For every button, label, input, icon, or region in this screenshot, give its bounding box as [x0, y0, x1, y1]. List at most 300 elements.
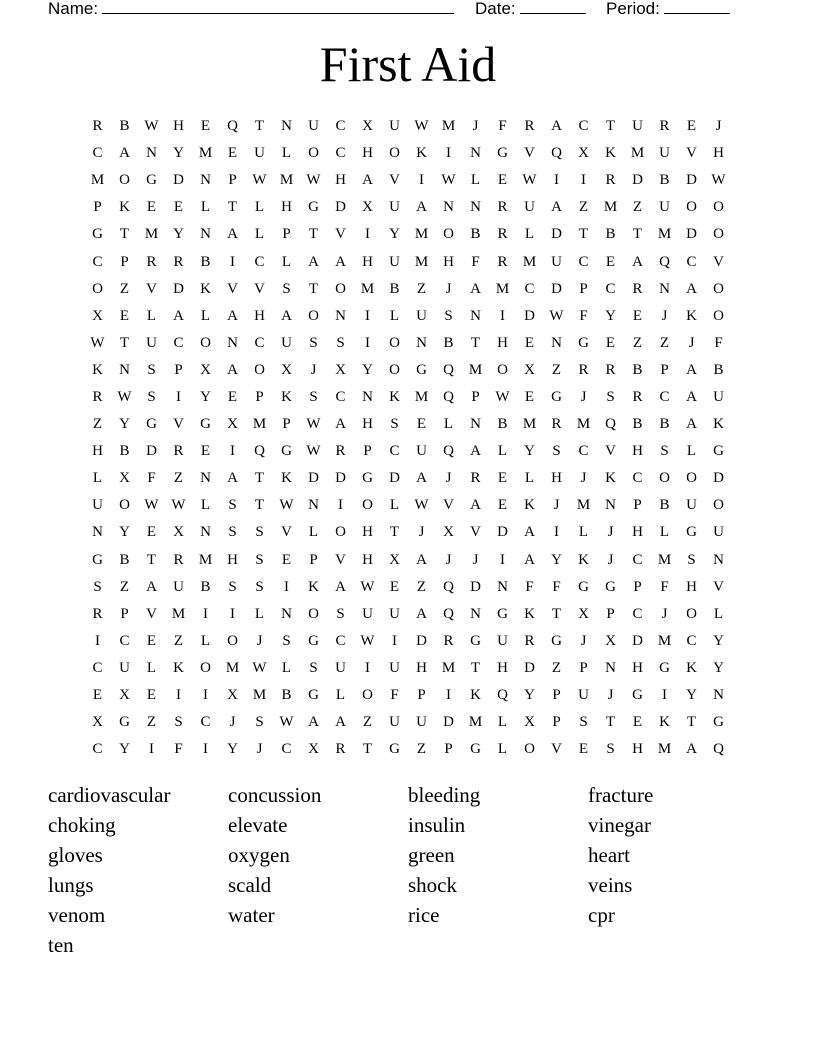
- grid-letter[interactable]: I: [392, 632, 397, 649]
- grid-letter[interactable]: I: [338, 497, 343, 514]
- grid-letter[interactable]: N: [200, 172, 211, 189]
- grid-letter[interactable]: C: [335, 388, 346, 405]
- grid-letter[interactable]: Q: [443, 443, 454, 460]
- grid-letter[interactable]: K: [92, 361, 103, 378]
- grid-letter[interactable]: A: [308, 253, 319, 270]
- grid-letter[interactable]: O: [713, 497, 724, 514]
- grid-letter[interactable]: I: [230, 605, 235, 622]
- grid-letter[interactable]: U: [416, 443, 427, 460]
- grid-letter[interactable]: Y: [551, 551, 562, 568]
- grid-letter[interactable]: C: [200, 714, 211, 731]
- grid-letter[interactable]: B: [632, 416, 643, 433]
- grid-letter[interactable]: E: [578, 741, 589, 758]
- grid-letter[interactable]: M: [144, 226, 159, 243]
- grid-letter[interactable]: O: [524, 741, 535, 758]
- grid-letter[interactable]: W: [279, 714, 294, 731]
- grid-letter[interactable]: C: [92, 659, 103, 676]
- grid-letter[interactable]: G: [659, 659, 670, 676]
- grid-letter[interactable]: P: [93, 199, 102, 216]
- grid-letter[interactable]: M: [441, 659, 456, 676]
- grid-letter[interactable]: C: [119, 632, 130, 649]
- grid-letter[interactable]: I: [419, 172, 424, 189]
- grid-letter[interactable]: D: [686, 226, 697, 243]
- grid-letter[interactable]: L: [524, 470, 535, 487]
- grid-letter[interactable]: K: [686, 659, 697, 676]
- grid-letter[interactable]: R: [443, 632, 454, 649]
- grid-letter[interactable]: D: [524, 659, 535, 676]
- grid-letter[interactable]: U: [524, 199, 535, 216]
- grid-letter[interactable]: U: [632, 118, 643, 135]
- grid-letter[interactable]: T: [470, 334, 481, 351]
- grid-letter[interactable]: U: [659, 145, 670, 162]
- grid-letter[interactable]: S: [336, 334, 345, 351]
- grid-letter[interactable]: R: [92, 388, 103, 405]
- grid-letter[interactable]: D: [497, 524, 508, 541]
- grid-letter[interactable]: N: [92, 524, 103, 541]
- grid-letter[interactable]: L: [308, 524, 319, 541]
- grid-letter[interactable]: Y: [686, 687, 697, 704]
- grid-letter[interactable]: L: [281, 145, 292, 162]
- grid-letter[interactable]: M: [630, 145, 645, 162]
- grid-letter[interactable]: J: [607, 687, 614, 704]
- grid-letter[interactable]: U: [92, 497, 103, 514]
- grid-letter[interactable]: L: [497, 714, 508, 731]
- grid-letter[interactable]: T: [632, 226, 643, 243]
- grid-letter[interactable]: Q: [551, 145, 562, 162]
- grid-letter[interactable]: W: [495, 388, 510, 405]
- grid-letter[interactable]: P: [606, 605, 615, 622]
- grid-letter[interactable]: N: [470, 307, 481, 324]
- grid-letter[interactable]: J: [445, 470, 452, 487]
- grid-letter[interactable]: C: [92, 145, 103, 162]
- grid-letter[interactable]: B: [200, 253, 211, 270]
- grid-letter[interactable]: O: [362, 497, 373, 514]
- grid-letter[interactable]: D: [443, 714, 454, 731]
- grid-letter[interactable]: Q: [443, 361, 454, 378]
- grid-letter[interactable]: F: [525, 578, 534, 595]
- grid-letter[interactable]: P: [660, 361, 669, 378]
- grid-letter[interactable]: A: [686, 388, 697, 405]
- grid-letter[interactable]: V: [281, 524, 292, 541]
- grid-letter[interactable]: Y: [389, 226, 400, 243]
- grid-letter[interactable]: J: [472, 551, 479, 568]
- grid-letter[interactable]: J: [310, 361, 317, 378]
- grid-letter[interactable]: D: [686, 172, 697, 189]
- grid-letter[interactable]: D: [470, 578, 481, 595]
- grid-letter[interactable]: J: [445, 280, 452, 297]
- grid-letter[interactable]: U: [362, 605, 373, 622]
- grid-letter[interactable]: J: [418, 524, 425, 541]
- grid-letter[interactable]: H: [173, 118, 184, 135]
- grid-letter[interactable]: S: [147, 388, 156, 405]
- grid-letter[interactable]: W: [522, 172, 537, 189]
- grid-letter[interactable]: L: [659, 524, 670, 541]
- grid-letter[interactable]: F: [390, 687, 399, 704]
- grid-letter[interactable]: O: [335, 280, 346, 297]
- grid-letter[interactable]: S: [174, 714, 183, 731]
- grid-letter[interactable]: U: [389, 253, 400, 270]
- grid-letter[interactable]: J: [661, 307, 668, 324]
- grid-letter[interactable]: R: [578, 361, 589, 378]
- grid-letter[interactable]: G: [362, 470, 373, 487]
- grid-letter[interactable]: E: [146, 632, 157, 649]
- grid-letter[interactable]: L: [686, 443, 697, 460]
- grid-letter[interactable]: V: [335, 551, 346, 568]
- grid-letter[interactable]: R: [524, 632, 535, 649]
- grid-letter[interactable]: Y: [713, 659, 724, 676]
- grid-letter[interactable]: U: [389, 605, 400, 622]
- grid-letter[interactable]: W: [90, 334, 105, 351]
- grid-letter[interactable]: V: [524, 145, 535, 162]
- grid-letter[interactable]: E: [389, 578, 400, 595]
- grid-letter[interactable]: I: [554, 524, 559, 541]
- grid-letter[interactable]: F: [579, 307, 588, 324]
- grid-letter[interactable]: L: [254, 226, 265, 243]
- grid-letter[interactable]: I: [581, 172, 586, 189]
- grid-letter[interactable]: J: [553, 497, 560, 514]
- grid-letter[interactable]: R: [497, 199, 508, 216]
- grid-letter[interactable]: U: [713, 388, 724, 405]
- grid-letter[interactable]: T: [254, 497, 265, 514]
- grid-letter[interactable]: Q: [443, 605, 454, 622]
- grid-letter[interactable]: X: [92, 307, 103, 324]
- grid-letter[interactable]: Z: [173, 632, 184, 649]
- grid-letter[interactable]: P: [309, 551, 318, 568]
- grid-letter[interactable]: R: [173, 443, 184, 460]
- grid-letter[interactable]: H: [362, 145, 373, 162]
- grid-letter[interactable]: E: [146, 687, 157, 704]
- grid-letter[interactable]: A: [227, 226, 238, 243]
- grid-letter[interactable]: Z: [416, 280, 427, 297]
- grid-letter[interactable]: K: [524, 605, 535, 622]
- grid-letter[interactable]: E: [497, 497, 508, 514]
- grid-letter[interactable]: X: [173, 524, 184, 541]
- grid-letter[interactable]: H: [497, 334, 508, 351]
- grid-letter[interactable]: Z: [146, 714, 157, 731]
- grid-letter[interactable]: S: [228, 578, 237, 595]
- grid-letter[interactable]: M: [252, 687, 267, 704]
- grid-letter[interactable]: U: [659, 199, 670, 216]
- grid-letter[interactable]: I: [230, 253, 235, 270]
- grid-letter[interactable]: F: [498, 118, 507, 135]
- grid-letter[interactable]: L: [200, 497, 211, 514]
- grid-letter[interactable]: N: [470, 199, 481, 216]
- grid-letter[interactable]: Z: [632, 199, 643, 216]
- grid-letter[interactable]: O: [254, 361, 265, 378]
- grid-letter[interactable]: X: [227, 687, 238, 704]
- grid-letter[interactable]: S: [282, 632, 291, 649]
- grid-letter[interactable]: W: [711, 172, 726, 189]
- grid-letter[interactable]: A: [416, 470, 427, 487]
- grid-letter[interactable]: H: [335, 172, 346, 189]
- grid-letter[interactable]: R: [605, 172, 616, 189]
- grid-letter[interactable]: J: [472, 118, 479, 135]
- grid-letter[interactable]: C: [92, 253, 103, 270]
- grid-letter[interactable]: Z: [119, 280, 130, 297]
- grid-letter[interactable]: Y: [362, 361, 373, 378]
- grid-letter[interactable]: I: [176, 687, 181, 704]
- grid-letter[interactable]: G: [389, 741, 400, 758]
- date-blank-line[interactable]: [520, 0, 586, 14]
- grid-letter[interactable]: W: [306, 416, 321, 433]
- grid-letter[interactable]: G: [119, 714, 130, 731]
- grid-letter[interactable]: C: [524, 280, 535, 297]
- grid-letter[interactable]: S: [147, 361, 156, 378]
- grid-letter[interactable]: M: [171, 605, 186, 622]
- grid-letter[interactable]: M: [576, 497, 591, 514]
- grid-letter[interactable]: W: [144, 118, 159, 135]
- grid-letter[interactable]: X: [578, 145, 589, 162]
- grid-letter[interactable]: W: [279, 497, 294, 514]
- grid-letter[interactable]: N: [605, 497, 616, 514]
- grid-letter[interactable]: B: [659, 497, 670, 514]
- grid-letter[interactable]: B: [713, 361, 724, 378]
- grid-letter[interactable]: I: [662, 687, 667, 704]
- grid-letter[interactable]: S: [255, 551, 264, 568]
- grid-letter[interactable]: X: [119, 470, 130, 487]
- grid-letter[interactable]: N: [470, 416, 481, 433]
- grid-letter[interactable]: E: [173, 199, 184, 216]
- grid-letter[interactable]: S: [579, 714, 588, 731]
- grid-letter[interactable]: U: [173, 578, 184, 595]
- grid-letter[interactable]: I: [446, 145, 451, 162]
- grid-letter[interactable]: O: [200, 334, 211, 351]
- grid-letter[interactable]: R: [605, 361, 616, 378]
- grid-letter[interactable]: J: [580, 388, 587, 405]
- grid-letter[interactable]: V: [335, 226, 346, 243]
- grid-letter[interactable]: C: [659, 388, 670, 405]
- grid-letter[interactable]: V: [605, 443, 616, 460]
- grid-letter[interactable]: C: [578, 118, 589, 135]
- grid-letter[interactable]: U: [416, 714, 427, 731]
- grid-letter[interactable]: D: [173, 280, 184, 297]
- grid-letter[interactable]: K: [578, 551, 589, 568]
- grid-letter[interactable]: I: [500, 551, 505, 568]
- grid-letter[interactable]: D: [713, 470, 724, 487]
- grid-letter[interactable]: W: [414, 497, 429, 514]
- grid-letter[interactable]: O: [92, 280, 103, 297]
- grid-letter[interactable]: V: [713, 253, 724, 270]
- grid-letter[interactable]: A: [416, 605, 427, 622]
- grid-letter[interactable]: L: [92, 470, 103, 487]
- grid-letter[interactable]: A: [119, 145, 130, 162]
- grid-letter[interactable]: Z: [92, 416, 103, 433]
- grid-letter[interactable]: I: [554, 172, 559, 189]
- grid-letter[interactable]: B: [200, 578, 211, 595]
- grid-letter[interactable]: D: [632, 172, 643, 189]
- grid-letter[interactable]: X: [308, 741, 319, 758]
- grid-letter[interactable]: A: [227, 470, 238, 487]
- grid-letter[interactable]: I: [365, 307, 370, 324]
- grid-letter[interactable]: L: [281, 659, 292, 676]
- grid-letter[interactable]: H: [227, 551, 238, 568]
- grid-letter[interactable]: G: [470, 741, 481, 758]
- grid-letter[interactable]: M: [657, 741, 672, 758]
- grid-letter[interactable]: Y: [119, 416, 130, 433]
- grid-letter[interactable]: K: [173, 659, 184, 676]
- grid-letter[interactable]: I: [203, 687, 208, 704]
- grid-letter[interactable]: M: [468, 714, 483, 731]
- grid-letter[interactable]: N: [470, 145, 481, 162]
- grid-letter[interactable]: N: [146, 145, 157, 162]
- grid-letter[interactable]: C: [578, 253, 589, 270]
- grid-letter[interactable]: H: [497, 659, 508, 676]
- grid-letter[interactable]: N: [335, 307, 346, 324]
- grid-letter[interactable]: J: [256, 741, 263, 758]
- grid-letter[interactable]: L: [335, 687, 346, 704]
- grid-letter[interactable]: J: [229, 714, 236, 731]
- grid-letter[interactable]: I: [365, 659, 370, 676]
- grid-letter[interactable]: P: [417, 687, 426, 704]
- grid-letter[interactable]: Z: [416, 741, 427, 758]
- grid-letter[interactable]: A: [281, 307, 292, 324]
- grid-letter[interactable]: U: [416, 307, 427, 324]
- grid-letter[interactable]: E: [632, 307, 643, 324]
- grid-letter[interactable]: J: [661, 605, 668, 622]
- grid-letter[interactable]: M: [468, 361, 483, 378]
- grid-letter[interactable]: V: [686, 145, 697, 162]
- grid-letter[interactable]: E: [227, 388, 238, 405]
- grid-letter[interactable]: T: [362, 741, 373, 758]
- grid-letter[interactable]: F: [552, 578, 561, 595]
- grid-letter[interactable]: S: [336, 605, 345, 622]
- grid-letter[interactable]: C: [389, 443, 400, 460]
- grid-letter[interactable]: M: [441, 118, 456, 135]
- grid-letter[interactable]: R: [92, 605, 103, 622]
- grid-letter[interactable]: N: [443, 199, 454, 216]
- grid-letter[interactable]: S: [309, 659, 318, 676]
- grid-letter[interactable]: R: [92, 118, 103, 135]
- grid-letter[interactable]: L: [389, 497, 400, 514]
- grid-letter[interactable]: P: [579, 280, 588, 297]
- grid-letter[interactable]: N: [470, 605, 481, 622]
- grid-letter[interactable]: T: [254, 118, 265, 135]
- grid-letter[interactable]: F: [147, 470, 156, 487]
- grid-letter[interactable]: G: [578, 578, 589, 595]
- grid-letter[interactable]: U: [146, 334, 157, 351]
- grid-letter[interactable]: L: [281, 253, 292, 270]
- grid-letter[interactable]: M: [495, 280, 510, 297]
- grid-letter[interactable]: E: [200, 443, 211, 460]
- grid-letter[interactable]: M: [576, 416, 591, 433]
- grid-letter[interactable]: B: [470, 226, 481, 243]
- grid-letter[interactable]: A: [686, 280, 697, 297]
- grid-letter[interactable]: M: [522, 416, 537, 433]
- grid-letter[interactable]: T: [686, 714, 697, 731]
- grid-letter[interactable]: E: [281, 551, 292, 568]
- grid-letter[interactable]: N: [659, 280, 670, 297]
- grid-letter[interactable]: R: [335, 443, 346, 460]
- grid-letter[interactable]: H: [632, 524, 643, 541]
- grid-letter[interactable]: W: [117, 388, 132, 405]
- grid-letter[interactable]: O: [443, 226, 454, 243]
- grid-letter[interactable]: N: [605, 659, 616, 676]
- grid-letter[interactable]: H: [686, 578, 697, 595]
- grid-letter[interactable]: A: [470, 497, 481, 514]
- grid-letter[interactable]: X: [335, 361, 346, 378]
- period-blank-line[interactable]: [664, 0, 730, 14]
- grid-letter[interactable]: C: [605, 280, 616, 297]
- grid-letter[interactable]: S: [606, 388, 615, 405]
- grid-letter[interactable]: I: [149, 741, 154, 758]
- grid-letter[interactable]: V: [443, 497, 454, 514]
- grid-letter[interactable]: Z: [578, 199, 589, 216]
- grid-letter[interactable]: C: [281, 741, 292, 758]
- grid-letter[interactable]: G: [713, 714, 724, 731]
- grid-letter[interactable]: N: [416, 334, 427, 351]
- grid-letter[interactable]: W: [360, 632, 375, 649]
- grid-letter[interactable]: P: [282, 416, 291, 433]
- grid-letter[interactable]: M: [603, 199, 618, 216]
- grid-letter[interactable]: B: [443, 334, 454, 351]
- grid-letter[interactable]: L: [389, 307, 400, 324]
- grid-letter[interactable]: U: [281, 334, 292, 351]
- grid-letter[interactable]: V: [254, 280, 265, 297]
- grid-letter[interactable]: O: [227, 632, 238, 649]
- grid-letter[interactable]: R: [551, 416, 562, 433]
- grid-letter[interactable]: H: [416, 659, 427, 676]
- grid-letter[interactable]: T: [146, 551, 157, 568]
- grid-letter[interactable]: D: [551, 226, 562, 243]
- grid-letter[interactable]: H: [443, 253, 454, 270]
- grid-letter[interactable]: L: [470, 172, 481, 189]
- grid-letter[interactable]: P: [282, 226, 291, 243]
- grid-letter[interactable]: Z: [119, 578, 130, 595]
- grid-letter[interactable]: B: [659, 416, 670, 433]
- grid-letter[interactable]: A: [308, 714, 319, 731]
- grid-letter[interactable]: I: [500, 307, 505, 324]
- grid-letter[interactable]: M: [198, 551, 213, 568]
- grid-letter[interactable]: C: [335, 632, 346, 649]
- grid-letter[interactable]: O: [335, 524, 346, 541]
- grid-letter[interactable]: L: [497, 443, 508, 460]
- grid-letter[interactable]: D: [524, 307, 535, 324]
- grid-letter[interactable]: A: [146, 578, 157, 595]
- grid-letter[interactable]: Y: [605, 307, 616, 324]
- grid-letter[interactable]: L: [200, 199, 211, 216]
- grid-letter[interactable]: W: [549, 307, 564, 324]
- grid-letter[interactable]: P: [633, 497, 642, 514]
- grid-letter[interactable]: Q: [605, 416, 616, 433]
- grid-letter[interactable]: H: [632, 741, 643, 758]
- grid-letter[interactable]: U: [308, 118, 319, 135]
- grid-letter[interactable]: J: [580, 470, 587, 487]
- grid-letter[interactable]: W: [306, 172, 321, 189]
- grid-letter[interactable]: A: [227, 361, 238, 378]
- grid-letter[interactable]: H: [551, 470, 562, 487]
- grid-letter[interactable]: O: [389, 361, 400, 378]
- grid-letter[interactable]: J: [607, 524, 614, 541]
- grid-letter[interactable]: M: [657, 551, 672, 568]
- grid-letter[interactable]: Y: [524, 687, 535, 704]
- grid-letter[interactable]: L: [713, 605, 724, 622]
- grid-letter[interactable]: B: [119, 118, 130, 135]
- grid-letter[interactable]: U: [686, 497, 697, 514]
- grid-letter[interactable]: V: [551, 741, 562, 758]
- grid-letter[interactable]: O: [713, 307, 724, 324]
- grid-letter[interactable]: O: [686, 470, 697, 487]
- grid-letter[interactable]: Y: [119, 741, 130, 758]
- grid-letter[interactable]: I: [365, 226, 370, 243]
- grid-letter[interactable]: G: [551, 632, 562, 649]
- grid-letter[interactable]: H: [632, 443, 643, 460]
- grid-letter[interactable]: H: [362, 551, 373, 568]
- grid-letter[interactable]: L: [497, 741, 508, 758]
- grid-letter[interactable]: Q: [497, 687, 508, 704]
- grid-letter[interactable]: G: [470, 632, 481, 649]
- grid-letter[interactable]: L: [200, 307, 211, 324]
- grid-letter[interactable]: H: [713, 145, 724, 162]
